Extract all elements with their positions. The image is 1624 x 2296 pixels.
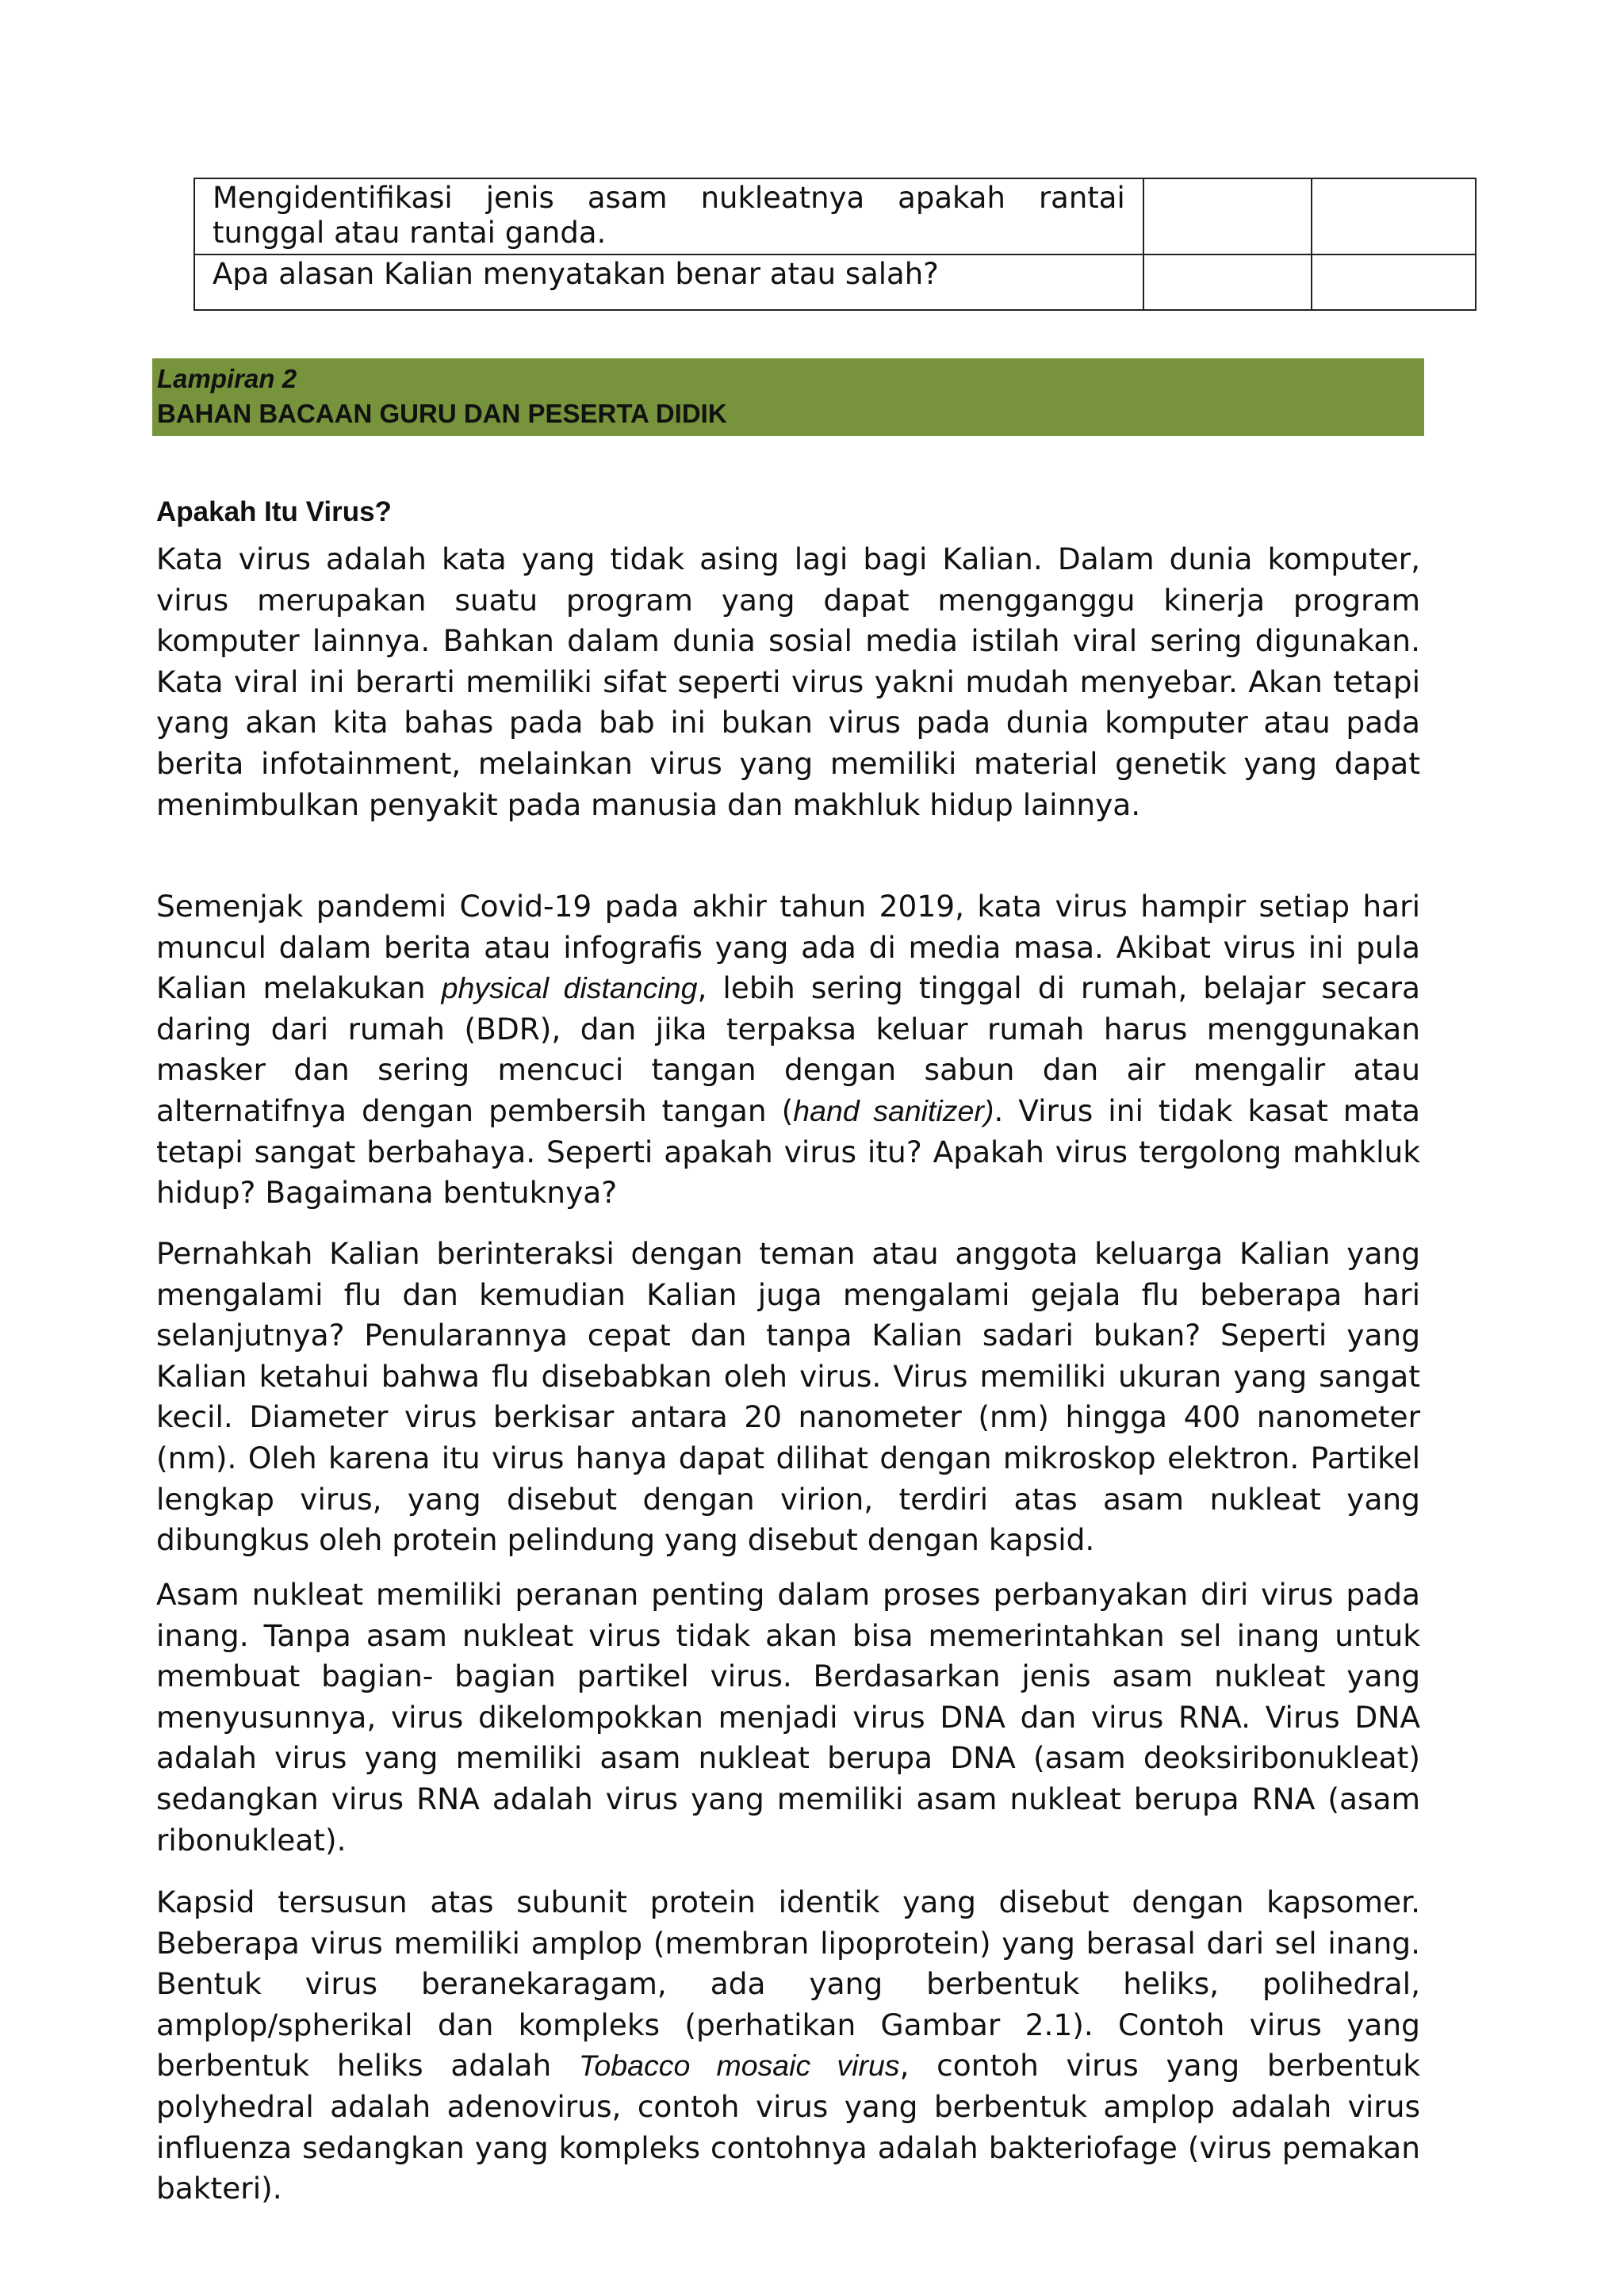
paragraph: Pernahkah Kalian berinteraksi dengan teman atau anggota keluarga Kalian yang mengalami flu dan kemudian Kalian juga mengalami gejala flu beberapa hari selanjutnya? Penularannya cepat dan tanpa Kalian sadari bukan? Seperti yang Kalian ketahui bahwa flu disebabkan oleh virus. Virus memiliki ukuran yang sangat kecil. Diameter virus berkisar antara 20 nanometer (nm) hingga 400 nanometer (nm). Oleh karena itu virus hanya dapat dilihat dengan mikroskop elektron. Partikel lengkap virus, yang disebut dengan virion, terdiri atas asam nukleat yang dibungkus oleh protein pelindung yang disebut dengan kapsid. — [156, 1236, 1420, 1558]
italic-term: hand sanitizer) — [793, 1093, 994, 1127]
section-heading: Apakah Itu Virus? — [156, 496, 392, 527]
table-cell-answer-1 — [1143, 178, 1312, 254]
paragraph-text: . Virus ini tidak kasat mata tetapi sangat berbahaya. Seperti apakah virus itu? Apakah virus tergolong mahkluk hidup? Bagaimana bentuknya? — [156, 1093, 1421, 1211]
table-cell-answer-2 — [1312, 254, 1476, 310]
table-cell-answer-1 — [1143, 254, 1312, 310]
paragraph — [156, 886, 1420, 1214]
paragraph: Asam nukleat memiliki peranan penting dalam proses perbanyakan diri virus pada inang. Tanpa asam nukleat virus tidak akan bisa memerintahkan sel inang untuk membuat bagian- bagian partikel virus. Berdasarkan jenis asam nukleat yang menyusunnya, virus dikelompokkan menjadi virus DNA dan virus RNA. Virus DNA adalah virus yang memiliki asam nukleat berupa DNA (asam deoksiribonukleat) sedangkan virus RNA adalah virus yang memiliki asam nukleat berupa RNA (asam ribonukleat). — [156, 1577, 1420, 1858]
paragraph-text: Kapsid tersusun atas subunit protein identik yang disebut dengan kapsomer. Beberapa virus memiliki amplop (membran lipoprotein) yang berasal dari sel inang. Bentuk virus beranekaragam, ada yang berbentuk heliks, polihedral, amplop/spherikal dan kompleks (perhatikan Gambar 2.1). Contoh virus yang berbentuk heliks adalah — [156, 1885, 1420, 2084]
appendix-title: BAHAN BACAAN GURU DAN PESERTA DIDIK — [157, 399, 727, 428]
table-row — [194, 254, 1476, 310]
paragraph: Kata virus adalah kata yang tidak asing lagi bagi Kalian. Dalam dunia komputer, virus merupakan suatu program yang dapat mengganggu kinerja program komputer lainnya. Bahkan dalam dunia sosial media istilah viral sering digunakan. Kata viral ini berarti memiliki sifat seperti virus yakni mudah menyebar. Akan tetapi yang akan kita bahas pada bab ini bukan virus pada dunia komputer atau pada berita infotainment, melainkan virus yang memiliki material genetik yang dapat menimbulkan penyakit pada manusia dan makhluk hidup lainnya. — [156, 541, 1420, 822]
paragraph-text: , lebih sering tinggal di rumah, belajar secara daring dari rumah (BDR), dan jika terpaksa keluar rumah harus menggunakan masker dan sering mencuci tangan dengan sabun dan air mengalir atau alternatifnya dengan pembersih tangan ( — [156, 970, 1420, 1128]
appendix-banner — [152, 358, 1424, 436]
table-cell-question: Apa alasan Kalian menyatakan benar atau salah? — [194, 254, 1143, 310]
appendix-label: Lampiran 2 — [157, 364, 297, 393]
italic-term: Tobacco mosaic virus — [578, 2049, 900, 2083]
paragraph-text: , contoh virus yang berbentuk polyhedral adalah adenovirus, contoh virus yang berbentuk amplop adalah virus influenza sedangkan yang kompleks contohnya adalah bakteriofage (virus pemakan bakteri). — [156, 2048, 1420, 2206]
table-row — [194, 178, 1476, 254]
paragraph-text: Semenjak pandemi Covid-19 pada akhir tahun 2019, kata virus hampir setiap hari muncul dalam berita atau infografis yang ada di media masa. Akibat virus ini pula Kalian melakukan — [156, 889, 1420, 1006]
table-cell-question: Mengidentifikasi jenis asam nukleatnya apakah rantai tunggal atau rantai ganda. — [194, 178, 1143, 254]
evaluation-table — [193, 178, 1477, 311]
italic-term: physical distancing — [441, 971, 698, 1005]
paragraph — [156, 1882, 1420, 2210]
table-cell-answer-2 — [1312, 178, 1476, 254]
